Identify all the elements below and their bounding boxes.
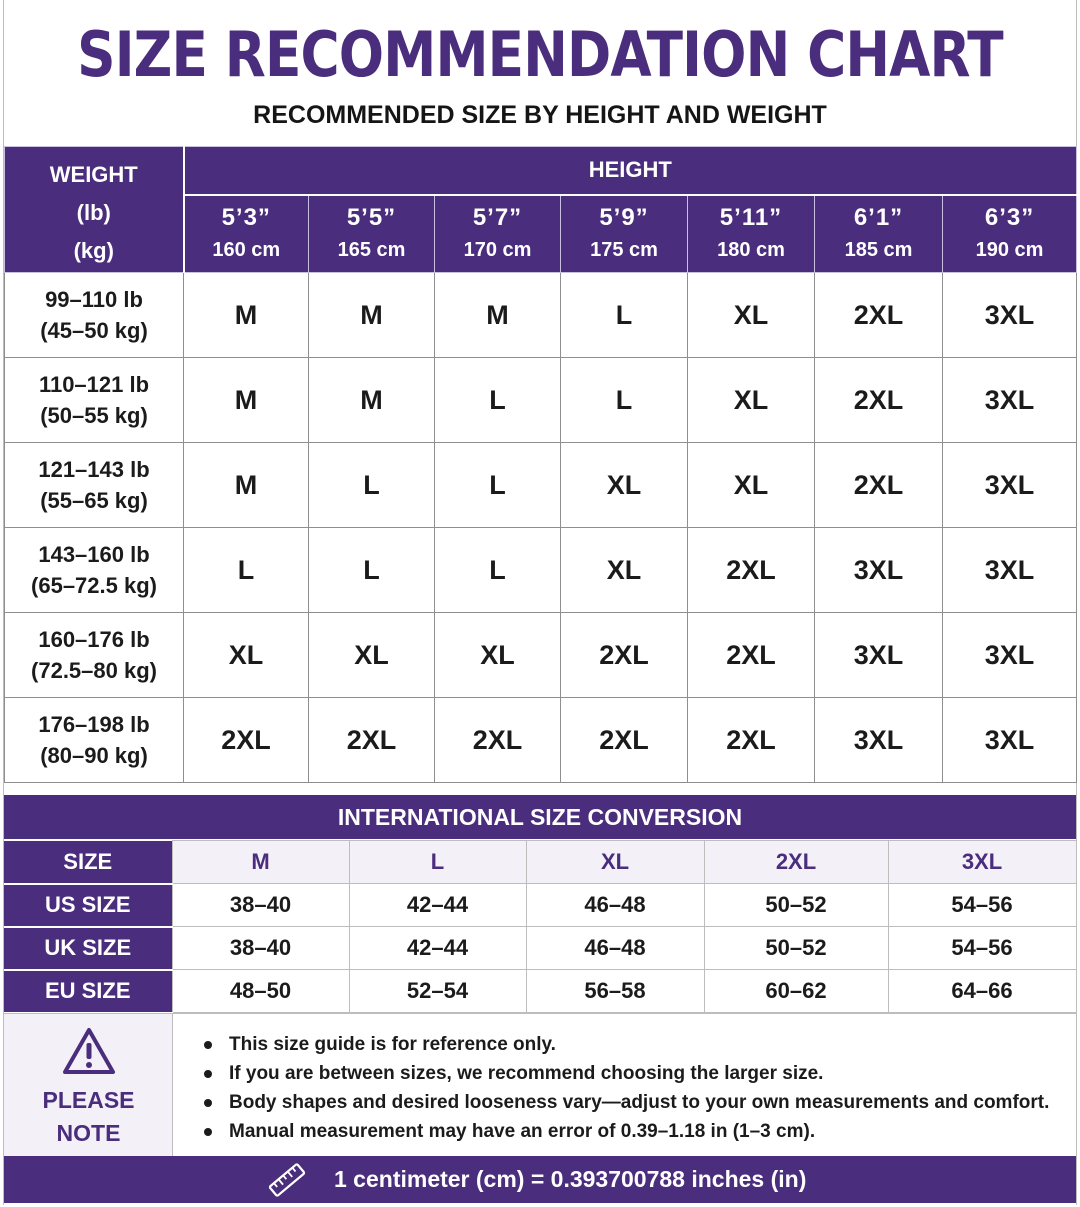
size-cell: XL (184, 613, 309, 698)
size-cell: 2XL (561, 613, 688, 698)
note-label-line1: PLEASE (42, 1087, 135, 1113)
note-list (204, 1030, 1064, 1146)
weight-kg: (72.5–80 kg) (31, 658, 157, 683)
conversion-rows (4, 884, 1076, 1013)
weight-header-lb: (lb) (76, 199, 111, 225)
size-cell: L (309, 528, 435, 613)
weight-lb: 121–143 lb (38, 457, 150, 482)
conversion-value-cell: 60–62 (704, 970, 888, 1013)
size-cell: 2XL (815, 273, 943, 358)
height-cm: 170 cm (463, 238, 532, 261)
size-cell: M (309, 273, 435, 358)
size-cell: 3XL (943, 273, 1077, 358)
weight-kg: (65–72.5 kg) (31, 573, 157, 598)
note-item: Body shapes and desired looseness vary—adjust to your own measurements and comfort. (204, 1088, 1064, 1117)
weight-lb: 143–160 lb (38, 542, 150, 567)
weight-range-cell (5, 273, 184, 358)
conversion-size-header: M (172, 841, 349, 884)
size-cell: XL (688, 273, 815, 358)
size-cell: 3XL (943, 443, 1077, 528)
warning-triangle-icon (62, 1026, 116, 1076)
height-column-header (561, 195, 688, 273)
size-cell: L (435, 528, 561, 613)
size-cell: 2XL (815, 358, 943, 443)
note-label-line2: NOTE (56, 1120, 121, 1146)
size-cell: L (561, 273, 688, 358)
size-cell: 3XL (815, 698, 943, 783)
size-cell: 2XL (309, 698, 435, 783)
weight-range-cell (5, 358, 184, 443)
note-item: This size guide is for reference only. (204, 1030, 1064, 1059)
conversion-header-row (4, 841, 1076, 884)
height-cm: 160 cm (212, 238, 281, 261)
size-cell: 3XL (943, 528, 1077, 613)
size-cell: L (435, 443, 561, 528)
height-column-header (688, 195, 815, 273)
size-cell: 3XL (943, 358, 1077, 443)
conversion-row (4, 970, 1076, 1013)
conversion-value-cell: 56–58 (526, 970, 704, 1013)
conversion-value-cell: 42–44 (349, 884, 526, 927)
height-cm: 180 cm (717, 238, 785, 261)
conversion-value-cell: 52–54 (349, 970, 526, 1013)
weight-range-cell (5, 613, 184, 698)
size-cell: 2XL (815, 443, 943, 528)
conversion-size-header: 2XL (704, 841, 888, 884)
size-cell: M (184, 443, 309, 528)
weight-range-cell (5, 698, 184, 783)
chart-title: SIZE RECOMMENDATION CHART (77, 18, 1003, 91)
weight-row (5, 443, 1077, 528)
size-cell: 3XL (943, 698, 1077, 783)
size-cell: L (309, 443, 435, 528)
weight-lb: 99–110 lb (45, 287, 143, 312)
size-cell: XL (435, 613, 561, 698)
height-ft: 5’9” (599, 203, 649, 231)
size-cell: XL (688, 358, 815, 443)
note-label-panel (4, 1014, 173, 1157)
conversion-footer (4, 1156, 1076, 1203)
conversion-value-cell: 54–56 (888, 927, 1076, 970)
height-column-header (943, 195, 1077, 273)
conversion-row (4, 884, 1076, 927)
height-cm: 175 cm (590, 238, 658, 261)
height-ft: 5’11” (719, 203, 783, 231)
conversion-size-header: XL (526, 841, 704, 884)
weight-kg: (55–65 kg) (40, 488, 148, 513)
size-cell: 2XL (688, 698, 815, 783)
weight-kg: (80–90 kg) (40, 743, 148, 768)
size-cell: 2XL (688, 528, 815, 613)
size-conversion-table (4, 840, 1077, 1014)
weight-row (5, 358, 1077, 443)
height-column-header (309, 195, 435, 273)
size-recommendation-table (4, 146, 1077, 783)
weight-header-label: WEIGHT (49, 161, 138, 187)
size-cell: 3XL (943, 613, 1077, 698)
height-column-header (435, 195, 561, 273)
conversion-value-cell: 50–52 (704, 927, 888, 970)
size-cell: M (184, 358, 309, 443)
size-cell: L (561, 358, 688, 443)
size-cell: XL (688, 443, 815, 528)
size-cell: XL (561, 528, 688, 613)
note-item: Manual measurement may have an error of 0.39–1.18 in (1–3 cm). (204, 1117, 1064, 1146)
height-cm: 185 cm (844, 238, 913, 261)
weight-lb: 160–176 lb (38, 627, 150, 652)
size-cell: 2XL (688, 613, 815, 698)
weight-range-cell (5, 443, 184, 528)
conversion-value-cell: 54–56 (888, 884, 1076, 927)
chart-subtitle: RECOMMENDED SIZE BY HEIGHT AND WEIGHT (253, 101, 827, 129)
size-cell: 2XL (435, 698, 561, 783)
weight-kg: (45–50 kg) (40, 318, 148, 343)
height-column-header (184, 195, 309, 273)
conversion-value-cell: 46–48 (526, 884, 704, 927)
size-cell: M (184, 273, 309, 358)
conversion-value-cell: 46–48 (526, 927, 704, 970)
height-ft: 5’3” (221, 203, 271, 231)
ruler-icon (266, 1162, 308, 1198)
conversion-value-cell: 42–44 (349, 927, 526, 970)
size-cell: 2XL (561, 698, 688, 783)
size-cell: L (435, 358, 561, 443)
height-ft: 5’5” (346, 203, 397, 231)
weight-kg: (50–55 kg) (40, 403, 148, 428)
conversion-row-label: EU SIZE (4, 970, 172, 1013)
weight-header-kg: (kg) (73, 237, 114, 263)
size-cell: M (435, 273, 561, 358)
conversion-size-header: L (349, 841, 526, 884)
conversion-row-label: UK SIZE (4, 927, 172, 970)
weight-row (5, 273, 1077, 358)
conversion-size-header: 3XL (888, 841, 1076, 884)
conversion-value-cell: 50–52 (704, 884, 888, 927)
size-cell: 2XL (184, 698, 309, 783)
please-note-label (4, 1084, 173, 1150)
height-cm: 190 cm (975, 238, 1044, 261)
size-cell: 3XL (815, 613, 943, 698)
size-cell: L (184, 528, 309, 613)
size-cell: M (309, 358, 435, 443)
conversion-value-cell: 38–40 (172, 927, 349, 970)
size-cell: 3XL (815, 528, 943, 613)
weight-lb: 110–121 lb (38, 372, 150, 397)
note-section (4, 1013, 1076, 1156)
conversion-value-cell: 64–66 (888, 970, 1076, 1013)
size-cell: XL (561, 443, 688, 528)
weight-row (5, 698, 1077, 783)
conversion-value-cell: 48–50 (172, 970, 349, 1013)
conversion-size-label: SIZE (4, 841, 172, 884)
weight-header (5, 147, 184, 273)
conversion-row (4, 927, 1076, 970)
conversion-title: INTERNATIONAL SIZE CONVERSION (4, 795, 1076, 839)
size-cell: XL (309, 613, 435, 698)
weight-row (5, 528, 1077, 613)
weight-lb: 176–198 lb (38, 712, 150, 737)
note-item: If you are between sizes, we recommend choosing the larger size. (204, 1059, 1064, 1088)
conversion-value-cell: 38–40 (172, 884, 349, 927)
height-header: HEIGHT (184, 147, 1077, 195)
conversion-row-label: US SIZE (4, 884, 172, 927)
height-ft: 6’3” (984, 203, 1035, 231)
height-column-header (815, 195, 943, 273)
size-rows (5, 273, 1077, 783)
height-ft: 5’7” (472, 203, 523, 231)
footer-text: 1 centimeter (cm) = 0.393700788 inches (in) (334, 1166, 807, 1192)
height-ft: 6’1” (853, 203, 904, 231)
height-cm: 165 cm (337, 238, 406, 261)
weight-row (5, 613, 1077, 698)
weight-range-cell (5, 528, 184, 613)
